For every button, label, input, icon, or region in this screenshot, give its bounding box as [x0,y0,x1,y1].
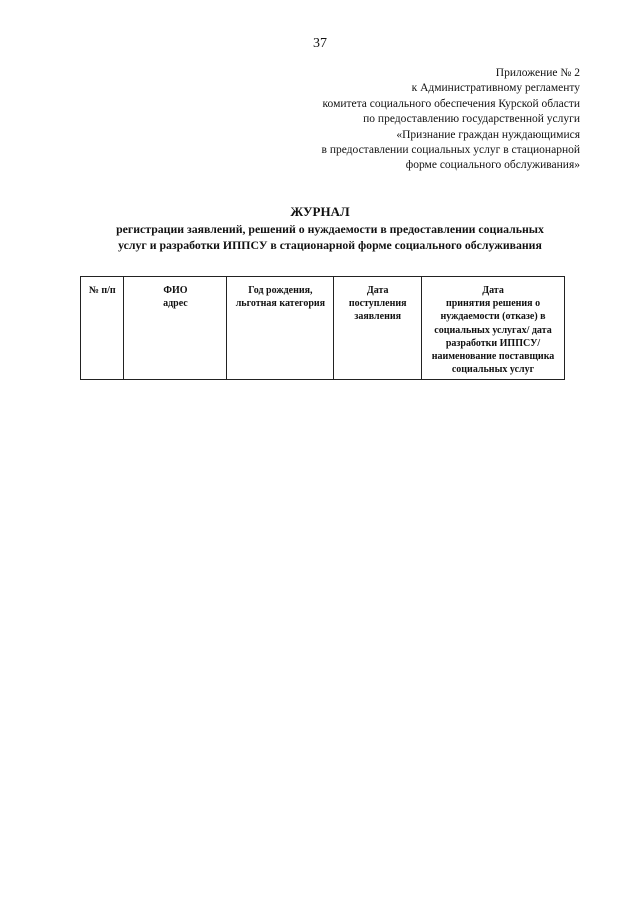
column-header-birth-category: Год рождения, льготная категория [227,277,334,380]
page-number: 37 [313,36,327,51]
column-header-number: № п/п [81,277,124,380]
journal-subtitle-line: услуг и разработки ИППСУ в стационарной форме социального обслуживания [118,238,542,252]
appendix-line: в предоставлении социальных услуг в стационарной [321,144,580,157]
journal-subtitle [50,221,610,253]
appendix-line: форме социального обслуживания» [405,159,580,172]
appendix-line: комитета социального обеспечения Курской области [322,97,580,110]
table-header-row [81,277,565,380]
column-header-application-date: Дата поступления заявления [334,277,422,380]
journal-title: ЖУРНАЛ [290,204,350,219]
appendix-line: к Административному регламенту [411,82,580,95]
register-table [80,276,565,380]
appendix-line: Приложение № 2 [495,67,580,79]
appendix-line: «Признание граждан нуждающимися [396,128,580,141]
appendix-line: по предоставлению государственной услуги [363,113,580,126]
appendix-block [250,66,580,174]
column-header-decision-date: Дата принятия решения о нуждаемости (отказе) в социальных услугах/ дата разработки ИППСУ/ наименование поставщика социальных услуг [422,277,565,380]
journal-subtitle-line: регистрации заявлений, решений о нуждаемости в предоставлении социальных [116,222,544,236]
column-header-name-address: ФИО адрес [124,277,227,380]
